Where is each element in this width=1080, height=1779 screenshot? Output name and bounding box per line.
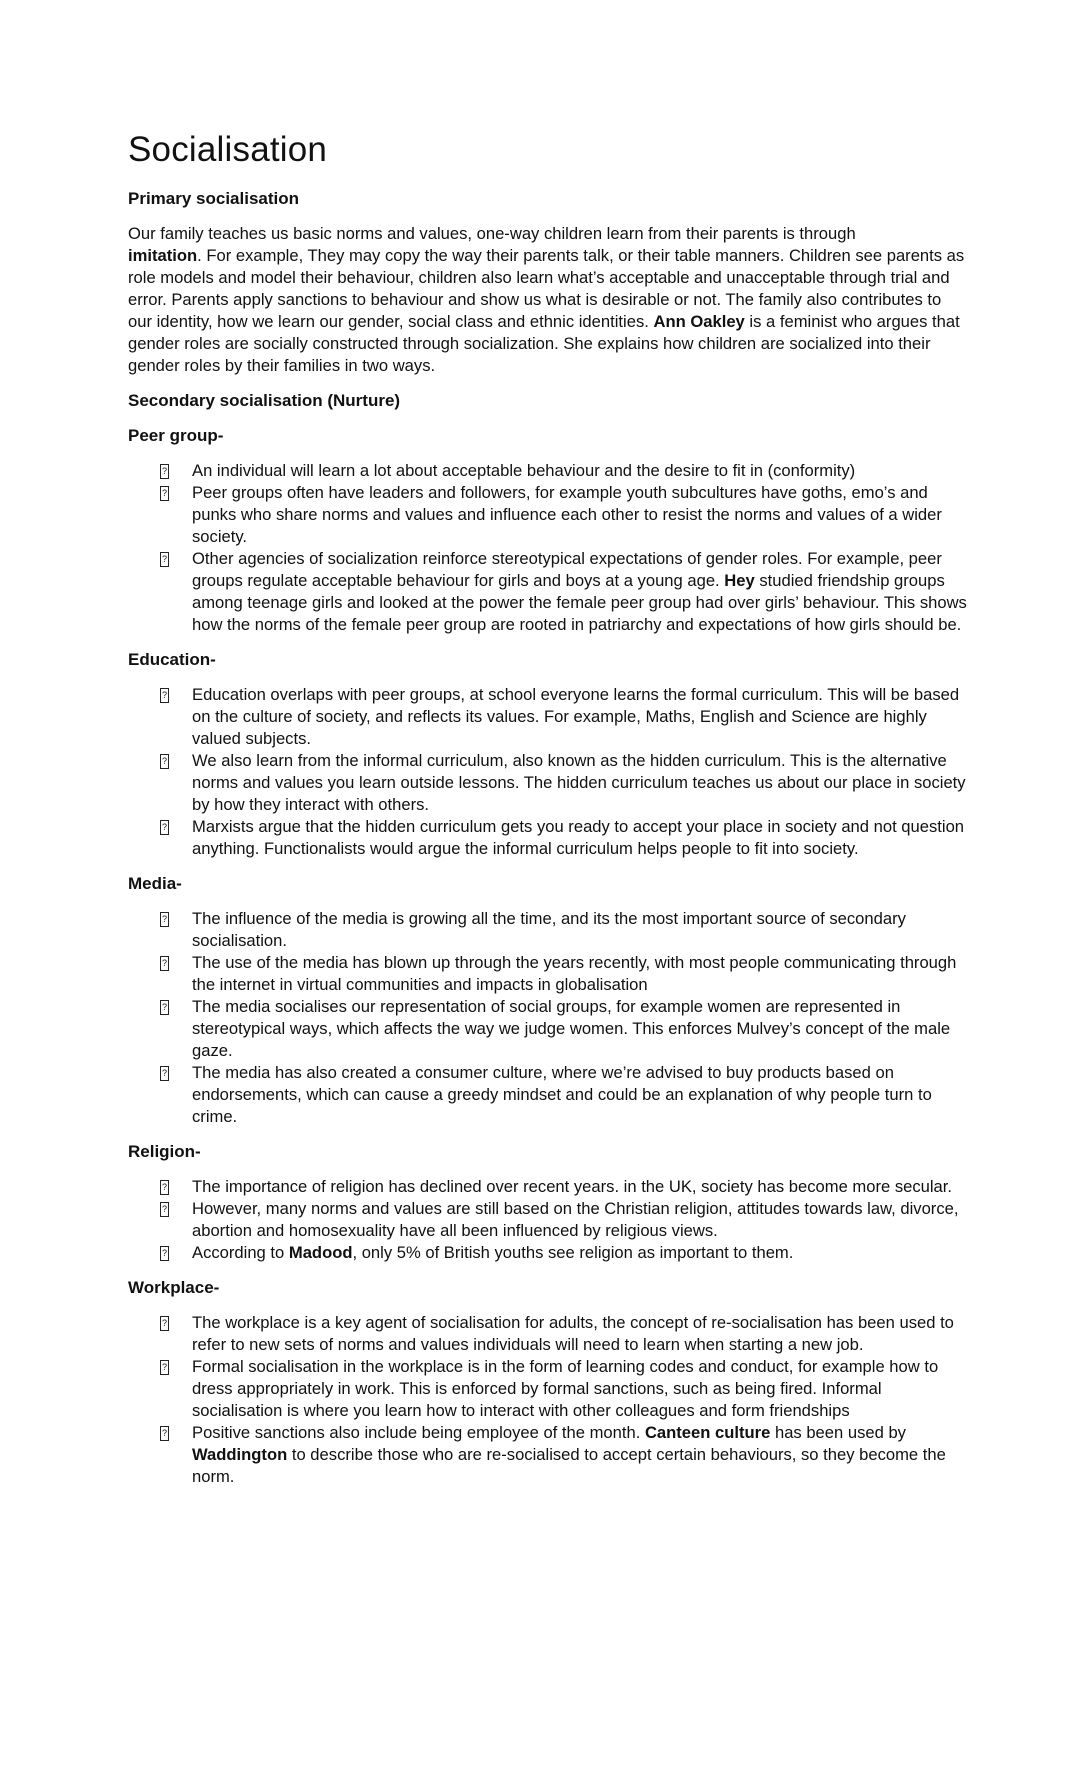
list-item: ? Positive sanctions also include being employee of the month. Canteen culture has been used by Waddington to describe those who are re-socialised to accept certain behaviours, so they become the norm. [161, 1423, 946, 1486]
heading-workplace: Workplace- [128, 1278, 220, 1297]
list-item: ? The use of the media has blown up through the years recently, with most people communicating through the internet in virtual communities and impacts in globalisation [161, 953, 957, 994]
missing-glyph-icon: ? [160, 1316, 169, 1331]
list-peer-group [128, 460, 968, 636]
missing-glyph-icon: ? [160, 956, 169, 971]
missing-glyph-icon: ? [160, 1202, 169, 1217]
list-religion [128, 1176, 968, 1264]
missing-glyph-icon: ? [160, 486, 169, 501]
list-item: ? Formal socialisation in the workplace is in the form of learning codes and conduct, for example how to dress appropriately in work. This is enforced by formal sanctions, such as being fired. Informal socialisation is where you learn how to interact with other colleagues and form friendships [161, 1357, 939, 1420]
list-item: ? The media has also created a consumer culture, where we’re advised to buy products based on endorsements, which can cause a greedy mindset and could be an explanation of why people turn to crime. [161, 1063, 932, 1126]
heading-peer-group: Peer group- [128, 426, 224, 445]
list-item: ? Education overlaps with peer groups, at school everyone learns the formal curriculum. This will be based on the culture of society, and reflects its values. For example, Maths, English and Science are highly valued subjects. [161, 685, 960, 748]
missing-glyph-icon: ? [160, 1066, 169, 1081]
missing-glyph-icon: ? [160, 552, 169, 567]
page-title: Socialisation [128, 130, 328, 169]
missing-glyph-icon: ? [160, 1426, 169, 1441]
missing-glyph-icon: ? [160, 1180, 169, 1195]
heading-religion: Religion- [128, 1142, 201, 1161]
list-item: ? Other agencies of socialization reinforce stereotypical expectations of gender roles. For example, peer groups regulate acceptable behaviour for girls and boys at a young age. Hey studied friendship groups among teenage girls and looked at the power the female peer group had over girls’ behaviour. This shows how the norms of the female peer group are rooted in patriarchy and expectations of how girls should be. [161, 549, 967, 634]
missing-glyph-icon: ? [160, 688, 169, 703]
paragraph-primary: Our family teaches us basic norms and values, one-way children learn from their parents is through imitation. For example, They may copy the way their parents talk, or their table manners. Children see parents as role models and model their behaviour, children also learn what’s acceptable and unacceptable through trial and error. Parents apply sanctions to behaviour and show us what is desirable or not. The family also contributes to our identity, how we learn our gender, social class and ethnic identities. Ann Oakley is a feminist who argues that gender roles are socially constructed through socialization. She explains how children are socialized into their gender roles by their families in two ways. [128, 224, 965, 375]
missing-glyph-icon: ? [160, 1000, 169, 1015]
document-body [128, 188, 968, 1488]
missing-glyph-icon: ? [160, 1246, 169, 1261]
heading-secondary-socialisation: Secondary socialisation (Nurture) [128, 391, 401, 410]
missing-glyph-icon: ? [160, 912, 169, 927]
list-item: ? We also learn from the informal curriculum, also known as the hidden curriculum. This is the alternative norms and values you learn outside lessons. The hidden curriculum teaches us about our place in society by how they interact with others. [161, 751, 966, 814]
list-item: ? Marxists argue that the hidden curriculum gets you ready to accept your place in society and not question anything. Functionalists would argue the informal curriculum helps people to fit into society. [161, 817, 965, 858]
list-item: ? Peer groups often have leaders and followers, for example youth subcultures have goths, emo’s and punks who share norms and values and influence each other to resist the norms and values of a wider society. [161, 483, 942, 546]
missing-glyph-icon: ? [160, 754, 169, 769]
list-media [128, 908, 968, 1128]
list-item: ? According to Madood, only 5% of British youths see religion as important to them. [161, 1243, 794, 1262]
list-item: ? The importance of religion has declined over recent years. in the UK, society has become more secular. [161, 1177, 953, 1196]
missing-glyph-icon: ? [160, 820, 169, 835]
list-item: ? The influence of the media is growing all the time, and its the most important source of secondary socialisation. [161, 909, 906, 950]
list-item: ? The workplace is a key agent of socialisation for adults, the concept of re-socialisation has been used to refer to new sets of norms and values individuals will need to learn when starting a new job. [161, 1313, 954, 1354]
heading-media: Media- [128, 874, 182, 893]
list-item: ? The media socialises our representation of social groups, for example women are represented in stereotypical ways, which affects the way we judge women. This enforces Mulvey’s concept of the male gaze. [161, 997, 951, 1060]
heading-primary-socialisation: Primary socialisation [128, 189, 300, 208]
missing-glyph-icon: ? [160, 464, 169, 479]
list-workplace [128, 1312, 968, 1488]
list-education [128, 684, 968, 860]
heading-education: Education- [128, 650, 216, 669]
missing-glyph-icon: ? [160, 1360, 169, 1375]
list-item: ? However, many norms and values are still based on the Christian religion, attitudes towards law, divorce, abortion and homosexuality have all been influenced by religious views. [161, 1199, 959, 1240]
list-item: ? An individual will learn a lot about acceptable behaviour and the desire to fit in (conformity) [161, 461, 856, 480]
